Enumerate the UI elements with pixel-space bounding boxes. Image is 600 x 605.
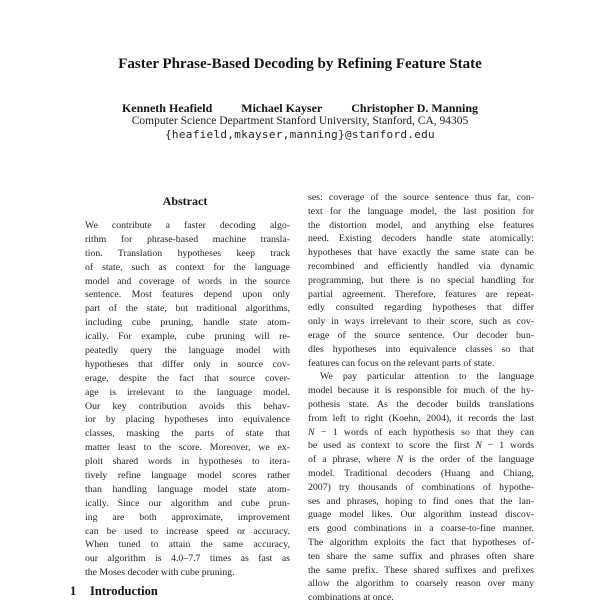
text-line: erage of the source sentence. Our decoder bun- (308, 329, 534, 341)
text-line: combinations at once. (308, 592, 394, 604)
text-line: can be used to increase speed or accuracy. (85, 525, 290, 537)
abstract-body (85, 219, 290, 580)
text-line: Our key contribution avoids this behav- (85, 400, 290, 412)
email-line: {heafield,mkayser,manning}@stanford.edu (165, 128, 435, 141)
text-line: ten share the same suffix and phrases often share (308, 550, 534, 562)
text-line: our algorithm is 4.0–7.7 times as fast as (85, 553, 290, 565)
math-variable: N (475, 440, 482, 452)
text-line: ically. For example, cube pruning will re- (85, 331, 290, 343)
text-line: only in ways irrelevant to their score, such as cov- (308, 316, 534, 328)
math-variable: N (396, 454, 404, 466)
text-line: sentence. Most features depend upon only (85, 289, 290, 301)
text-line: rithm for phrase-based machine transla- (85, 233, 290, 245)
text-line: need. Existing decoders handle state atomically: (308, 233, 534, 245)
math-variable: N (308, 426, 315, 438)
section-number: 1 (70, 584, 77, 598)
text-line: ploit shared words in hypotheses to itera- (85, 456, 290, 468)
text-line: ses: coverage of the source sentence thus far, con- (308, 192, 534, 203)
text-line: partial agreement. Therefore, features are repeat- (308, 288, 534, 300)
text-line: N − 1 words of each hypothesis so that they can (308, 426, 534, 438)
text-line: tion. Translation hypotheses keep track (85, 247, 290, 259)
text-line: from left to right (Koehn, 2004), it records the last (308, 412, 534, 424)
text-line: guage model likes. Our algorithm instead discov- (308, 509, 534, 521)
paper-title: Faster Phrase-Based Decoding by Refining Feature State (118, 56, 482, 72)
text-line: the same prefix. These shared suffixes and prefixes (308, 564, 534, 576)
text-line: ers good combinations in a coarse-to-fine manner. (308, 523, 534, 535)
text-line: model and coverage of words in the source (85, 275, 290, 287)
text-line: including cube pruning, handle state atom- (85, 317, 290, 329)
text-line: features can focus on the relevant parts of state. (308, 357, 495, 369)
section-heading-introduction (70, 584, 158, 598)
text-line: 2007) try thousands of combinations of hypothe- (308, 481, 534, 493)
section-title: Introduction (90, 584, 158, 598)
text-line: part of the state, but traditional algorithms, (85, 303, 290, 315)
left-column (70, 194, 300, 580)
text-line: the Moses decoder with cube pruning. (85, 567, 235, 579)
text-line: the distortion model, and anything else features (308, 219, 534, 231)
text-line: When tuned to attain the same accuracy, (85, 539, 290, 551)
text-line: recombined and efficiently handled via dynamic (308, 260, 534, 272)
author-name: Kenneth Heafield (121, 101, 213, 115)
text-line: programming, but there is no special handling for (308, 274, 534, 286)
affiliation: Computer Science Department Stanford University, Stanford, CA, 94305 (131, 115, 469, 127)
text-line: The algorithm exploits the fact that hypotheses of- (308, 536, 534, 548)
text-line: be used as context to score the first N − 1 words (308, 440, 534, 452)
text-line: model. Traditional decoders (Huang and Chiang, (308, 467, 534, 479)
text-line: erage, despite the fact that source cover- (85, 372, 290, 384)
text-line: tively refine language model scores rather (85, 470, 290, 482)
text-line: of state, such as context for the language (85, 261, 290, 273)
text-line: dles hypotheses into equivalence classes so that (308, 343, 534, 355)
text-line: ses and phrases, hoping to find ones that the lan- (308, 495, 534, 507)
text-line: age is irrelevant to the language model. (85, 386, 290, 398)
text-line: We pay particular attention to the language (320, 371, 534, 383)
right-column (308, 191, 534, 605)
text-line: allow the algorithm to coarsely reason over many (308, 578, 534, 590)
text-line: ing are both approximate, improvement (85, 511, 290, 523)
abstract-heading: Abstract (162, 194, 208, 208)
text-line: We contribute a faster decoding algo- (85, 220, 290, 231)
text-line: hypotheses that have exactly the same state can be (308, 247, 534, 259)
text-line: classes, masking the parts of state that (85, 428, 290, 440)
text-line: matter least to the score. Moreover, we ex- (85, 442, 290, 454)
text-line: model because it is responsible for much of the hy- (308, 385, 534, 397)
text-line: ior by placing hypotheses into equivalence (85, 414, 290, 426)
text-line: than handling language model state atom- (85, 483, 290, 495)
text-line: hypotheses that differ only in source cov- (85, 358, 290, 370)
author-row (0, 101, 600, 115)
text-line: pothesis state. As the decoder builds translations (308, 398, 534, 410)
author-name: Michael Kayser (241, 101, 323, 115)
text-line: of a phrase, where N is the order of the language (308, 454, 534, 466)
author-name: Christopher D. Manning (351, 101, 479, 115)
text-line: edly consulted regarding hypotheses that differ (308, 302, 534, 314)
text-line: text for the language model, the last position for (308, 205, 534, 217)
text-line: ically. Since our algorithm and cube prun- (85, 497, 290, 509)
text-line: peatedly query the language model with (85, 345, 290, 357)
